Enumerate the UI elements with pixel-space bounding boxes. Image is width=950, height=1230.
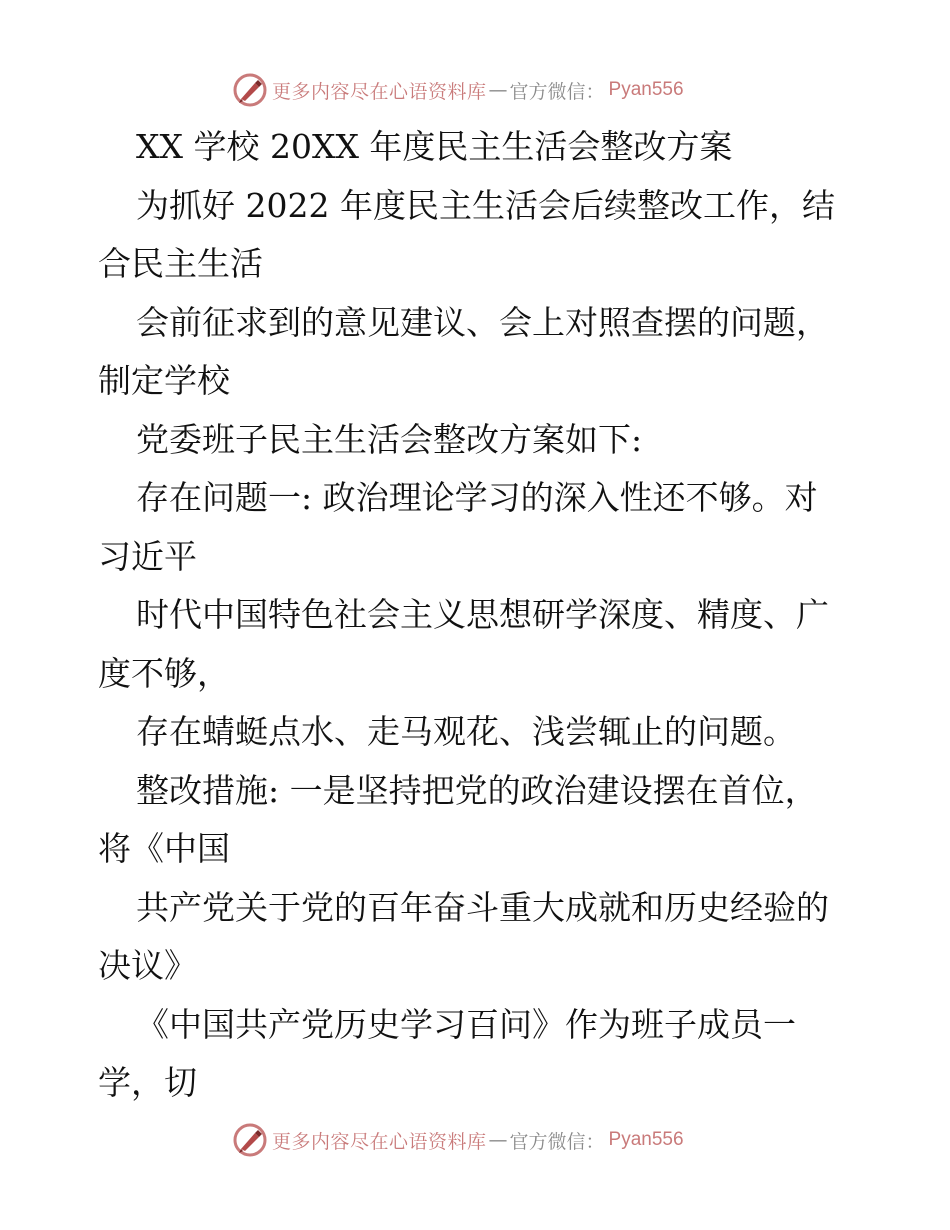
paragraph-line: 存在蜻蜓点水、走马观花、浅尝辄止的问题。 xyxy=(136,712,796,751)
paragraph-line: 将《中国 xyxy=(98,829,230,868)
paragraph-line: 《中国共产党历史学习百问》作为班子成员一 xyxy=(136,1004,796,1044)
watermark-dash: — xyxy=(488,1129,508,1151)
document-title: XX 学校 20XX 年度民主生活会整改方案 xyxy=(136,127,733,166)
paragraph-line: 制定学校 xyxy=(98,361,230,400)
watermark-footer xyxy=(232,1120,732,1160)
paragraph-line: 决议》 xyxy=(98,946,197,985)
watermark-wechat-id: Pyan556 xyxy=(608,79,684,100)
watermark-official-label: 官方微信： xyxy=(509,1130,605,1153)
paragraph-line: 会前征求到的意见建议、会上对照查摆的问题， xyxy=(136,302,829,342)
paragraph-line: 合民主生活 xyxy=(98,244,263,283)
paragraph-line: 整改措施: 一是坚持把党的政治建设摆在首位， xyxy=(136,770,818,810)
pen-logo-icon xyxy=(232,1122,268,1158)
paragraph-line: 度不够， xyxy=(98,653,230,693)
pen-logo-icon xyxy=(232,72,268,108)
paragraph-line: 时代中国特色社会主义思想研学深度、精度、广 xyxy=(136,595,829,634)
paragraph-line: 习近平 xyxy=(98,536,197,576)
watermark-official-label: 官方微信： xyxy=(509,80,605,103)
paragraph-line: 为抓好 2022 年度民主生活会后续整改工作，结 xyxy=(136,185,835,225)
watermark-dash: — xyxy=(488,79,508,101)
watermark-wechat-id: Pyan556 xyxy=(608,1129,684,1150)
paragraph-line: 党委班子民主生活会整改方案如下: xyxy=(136,419,643,459)
watermark-site-text: 更多内容尽在心语资料库 xyxy=(272,80,487,103)
watermark-site-text: 更多内容尽在心语资料库 xyxy=(272,1130,487,1153)
watermark-header xyxy=(232,70,732,110)
paragraph-line: 学，切 xyxy=(98,1063,197,1102)
paragraph-line: 存在问题一: 政治理论学习的深入性还不够。对 xyxy=(136,478,818,517)
paragraph-line: 共产党关于党的百年奋斗重大成就和历史经验的 xyxy=(136,887,829,927)
document-body xyxy=(98,118,858,1113)
